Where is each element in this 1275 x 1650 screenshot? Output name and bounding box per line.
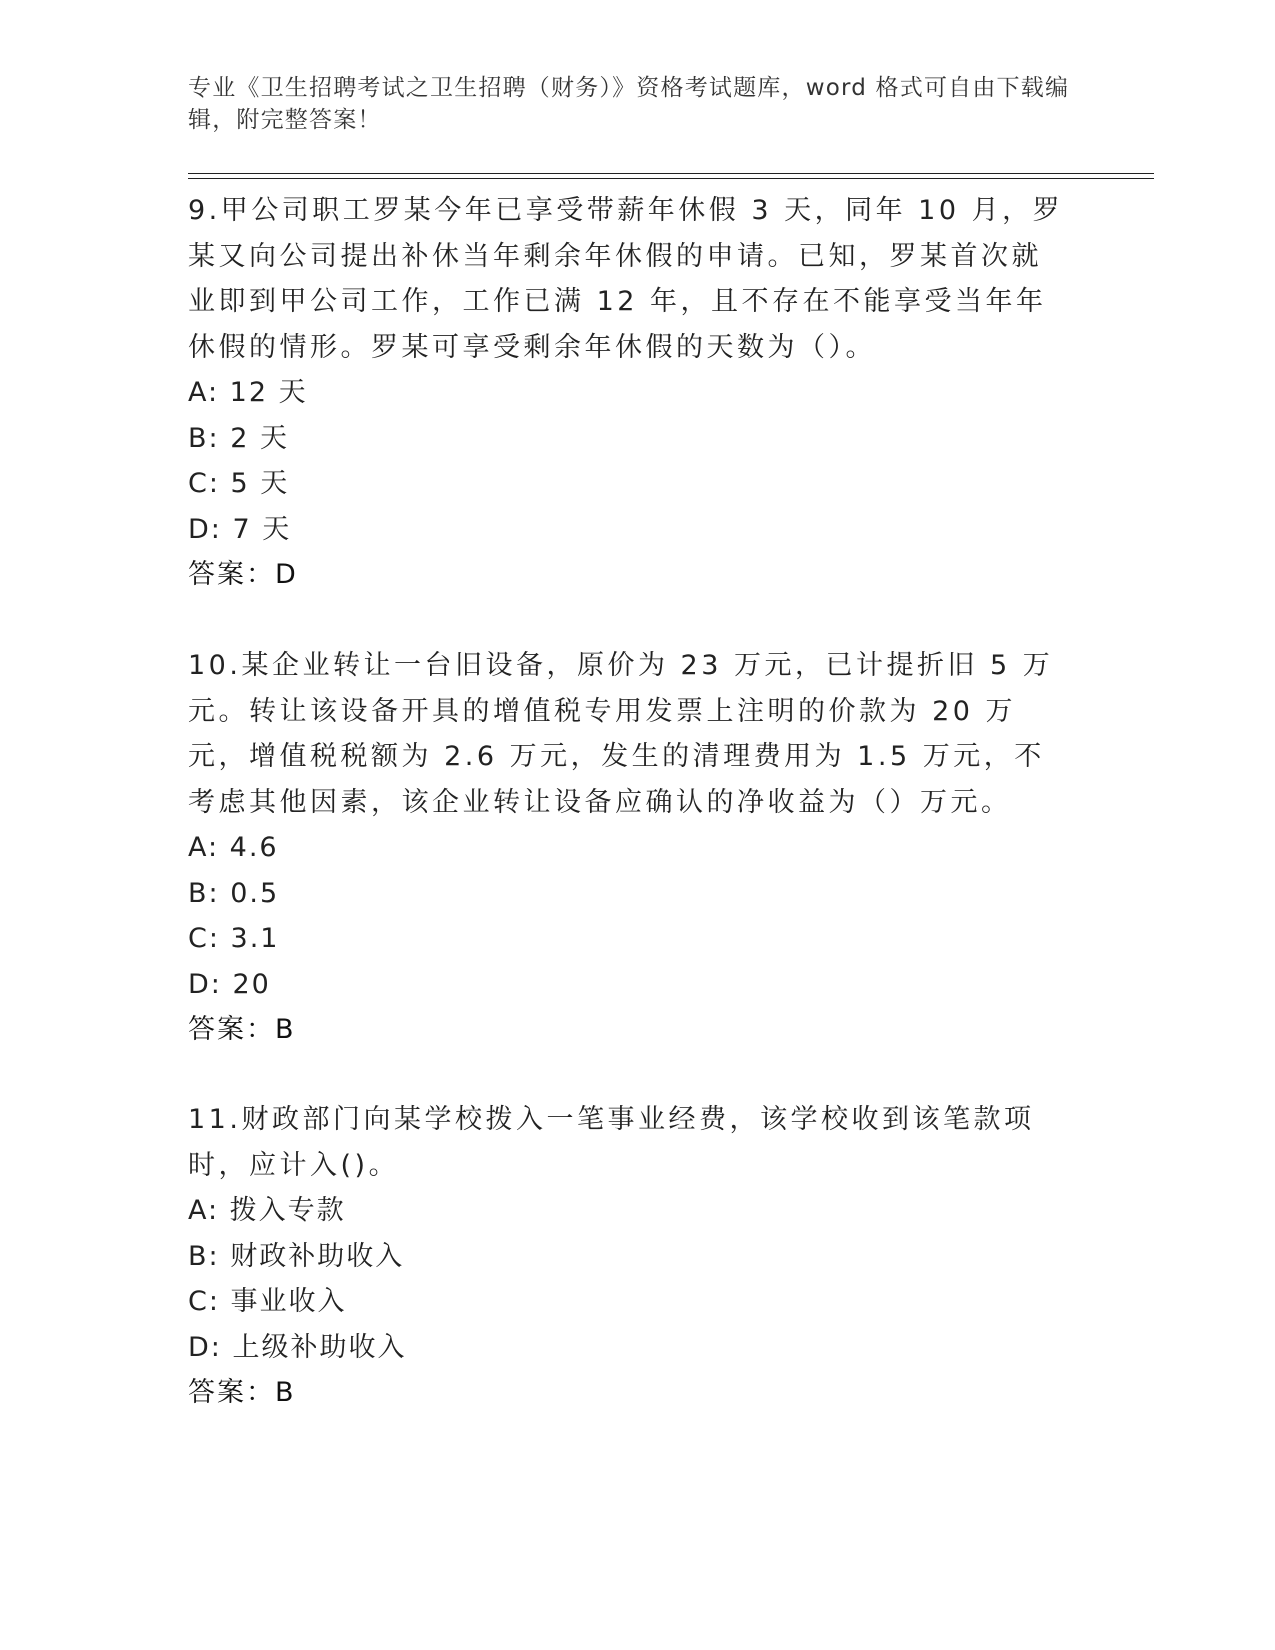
option-d: D: 上级补助收入	[188, 1331, 407, 1363]
option-b: B: 2 天	[188, 422, 289, 454]
question-stem: 11.财政部门向某学校拨入一笔事业经费，该学校收到该笔款项时，应计入()。	[188, 1104, 1035, 1181]
option-b: B: 0.5	[188, 877, 280, 909]
question-stem: 9.甲公司职工罗某今年已享受带薪年休假 3 天，同年 10 月，罗某又向公司提出补休当年剩余年休假的申请。已知，罗某首次就业即到甲公司工作，工作已满 12 年，且不存在不能享受当年年休假的情形。罗某可享受剩余年休假的天数为（）。	[188, 195, 1064, 363]
option-b: B: 财政补助收入	[188, 1240, 405, 1272]
header-divider-bottom	[188, 178, 1154, 179]
option-a: A: 拨入专款	[188, 1195, 346, 1226]
option-d: D: 7 天	[188, 513, 292, 545]
answer-line: 答案：B	[188, 1377, 296, 1408]
question-stem: 10.某企业转让一台旧设备，原价为 23 万元，已计提折旧 5 万元。转让该设备开具的增值税专用发票上注明的价款为 20 万元，增值税税额为 2.6 万元，发生的清理费用为 1.5 万元，不考虑其他因素，该企业转让设备应确认的净收益为（）万元。	[188, 650, 1054, 818]
option-c: C: 5 天	[188, 468, 290, 499]
option-c: C: 事业收入	[188, 1286, 347, 1317]
header-divider-top	[188, 173, 1154, 174]
answer-line: 答案：D	[188, 559, 298, 590]
answer-line: 答案：B	[188, 1014, 296, 1045]
option-d: D: 20	[188, 968, 271, 1000]
option-a: A: 12 天	[188, 377, 308, 408]
question-9	[188, 188, 1068, 598]
document-header: 专业《卫生招聘考试之卫生招聘（财务）》资格考试题库，word 格式可自由下载编辑，附完整答案！	[188, 75, 1070, 133]
option-a: A: 4.6	[188, 832, 279, 863]
question-10	[188, 643, 1068, 1053]
question-11	[188, 1097, 1068, 1416]
option-c: C: 3.1	[188, 923, 280, 954]
